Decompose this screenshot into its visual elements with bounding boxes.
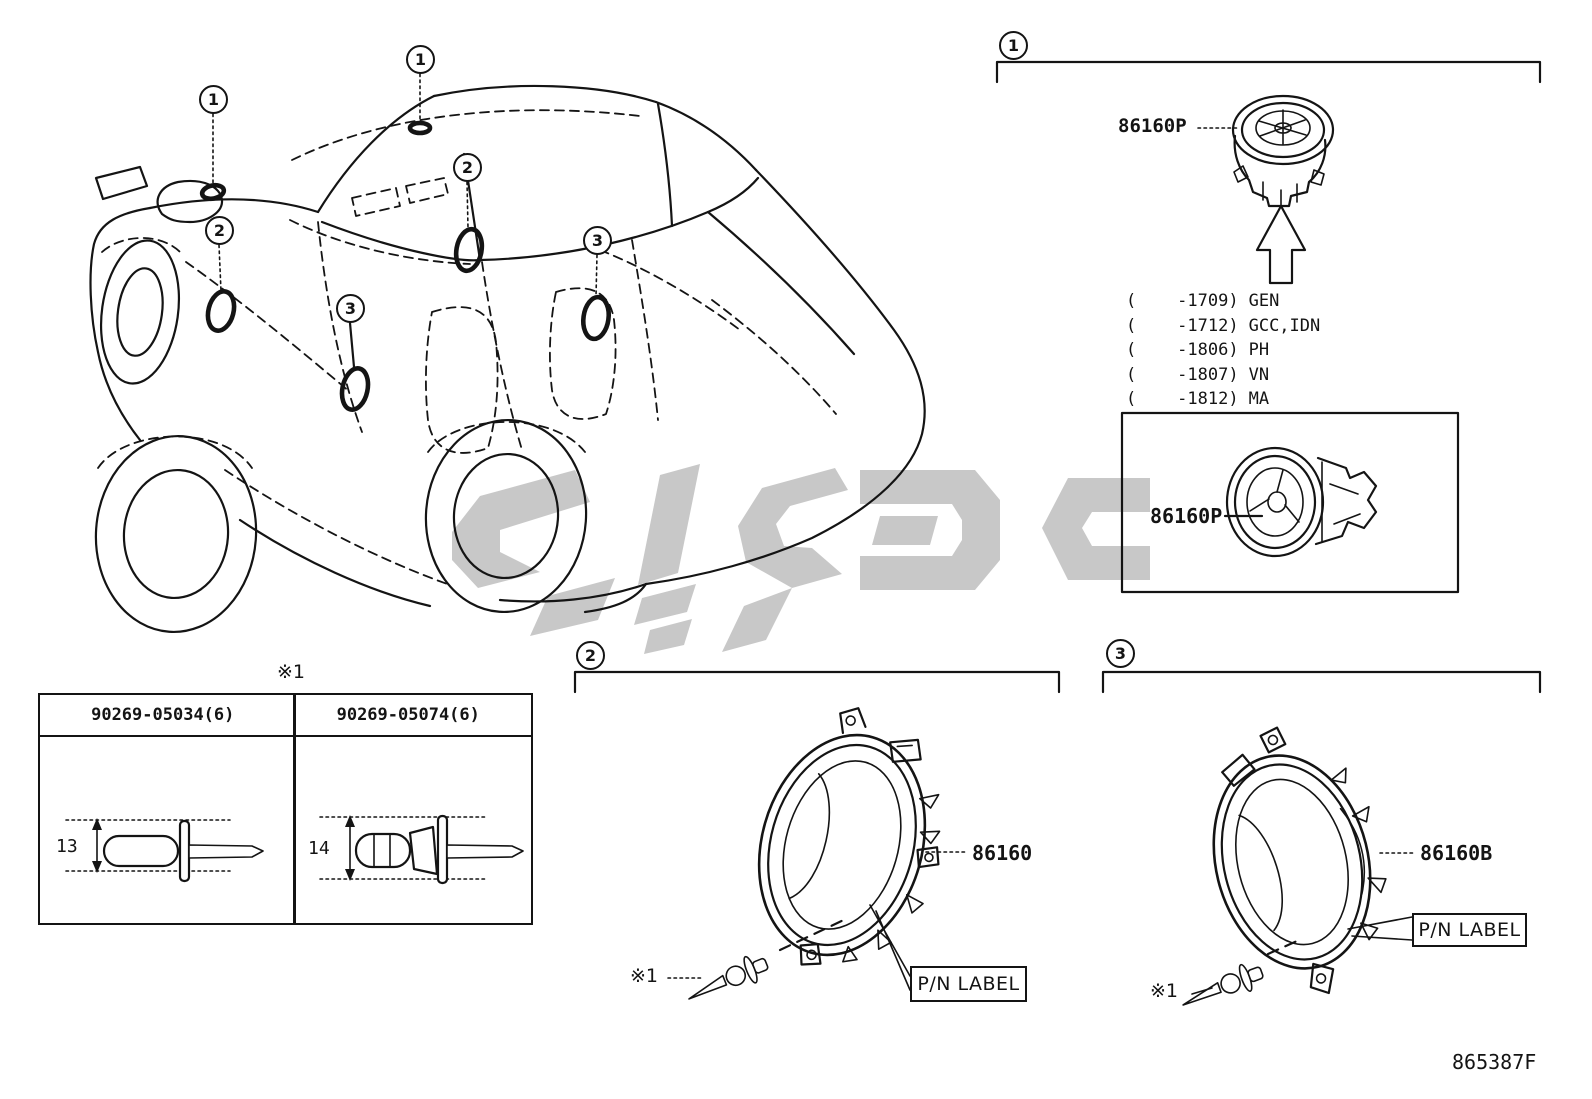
car-callout-2-right — [453, 153, 482, 182]
callout-number: 1 — [414, 50, 427, 69]
car-callout-1-left — [199, 85, 228, 114]
section2-header-callout — [576, 641, 605, 670]
market-code: PH — [1248, 340, 1270, 361]
section3-header-callout — [1106, 639, 1135, 668]
date-code-row — [1126, 316, 1320, 341]
callout-number: 2 — [584, 646, 597, 665]
date-range: ( -1812) — [1126, 389, 1239, 410]
table-header-row — [40, 695, 531, 737]
date-range: ( -1709) — [1126, 291, 1239, 311]
market-code: MA — [1248, 389, 1270, 410]
fastener-ref-section3: ※1 — [1150, 980, 1179, 1002]
section1-tweeter-drawing — [1233, 96, 1333, 206]
callout-number: 3 — [591, 231, 604, 250]
section3-rivet-drawing — [1177, 959, 1266, 1014]
section2-speaker-drawing — [730, 692, 973, 993]
callout-number: 1 — [207, 90, 220, 109]
date-code-row — [1126, 365, 1320, 390]
up-arrow-icon — [1257, 206, 1305, 283]
market-code: GEN — [1248, 291, 1280, 311]
section3-install-dash-line — [1268, 941, 1297, 954]
part-number-label-86160b: 86160B — [1420, 841, 1493, 865]
watermark-logo — [452, 464, 1150, 654]
table-header-part-number: 90269-05074(6) — [336, 705, 480, 725]
section1-boxed-speaker-drawing — [1227, 448, 1376, 556]
callout-number: 2 — [461, 158, 474, 177]
pn-label-text: P/N LABEL — [917, 973, 1020, 995]
table-header-part-number: 90269-05034(6) — [91, 705, 235, 725]
fastener-ref-table: ※1 — [277, 661, 306, 683]
part-number-label-86160p-boxed: 86160P — [1150, 504, 1223, 528]
car-callout-2-left — [205, 216, 234, 245]
part-number-label-86160: 86160 — [972, 841, 1033, 865]
market-code: VN — [1248, 364, 1270, 385]
pn-label-box-section3 — [1412, 913, 1527, 947]
date-range: ( -1806) — [1126, 340, 1239, 361]
date-code-row — [1126, 340, 1320, 365]
pn-label-text: P/N LABEL — [1418, 919, 1521, 941]
fastener-table — [38, 693, 533, 925]
callout-number: 2 — [213, 221, 226, 240]
fastener-ref-section2: ※1 — [630, 965, 659, 987]
section1-header-callout — [999, 31, 1028, 60]
market-code: GCC,IDN — [1248, 315, 1321, 336]
date-code-row — [1126, 389, 1320, 414]
date-range: ( -1807) — [1126, 364, 1239, 385]
rivet-length-dimension: 14 — [308, 838, 330, 859]
part-number-label-86160p-upper: 86160P — [1118, 115, 1187, 137]
rivet-length-dimension: 13 — [56, 836, 78, 857]
section3-pn-label-pointer — [1348, 917, 1412, 940]
drawing-number: 865387F — [1452, 1050, 1537, 1074]
date-range: ( -1712) — [1126, 315, 1239, 336]
pn-label-box-section2 — [910, 966, 1027, 1002]
section2-pn-label-pointer — [870, 905, 910, 990]
car-callout-3-left — [336, 294, 365, 323]
car-callout-1-right — [406, 45, 435, 74]
car-callout-3-right — [583, 226, 612, 255]
callout-number: 3 — [344, 299, 357, 318]
section-brackets — [575, 62, 1540, 692]
section3-speaker-drawing — [1186, 711, 1410, 1013]
section1-variant-box — [1122, 413, 1458, 592]
callout-number: 1 — [1007, 36, 1020, 55]
callout-number: 3 — [1114, 644, 1127, 663]
date-code-list — [1126, 291, 1320, 414]
section2-rivet-drawing — [682, 950, 771, 1008]
date-code-row — [1126, 291, 1320, 316]
